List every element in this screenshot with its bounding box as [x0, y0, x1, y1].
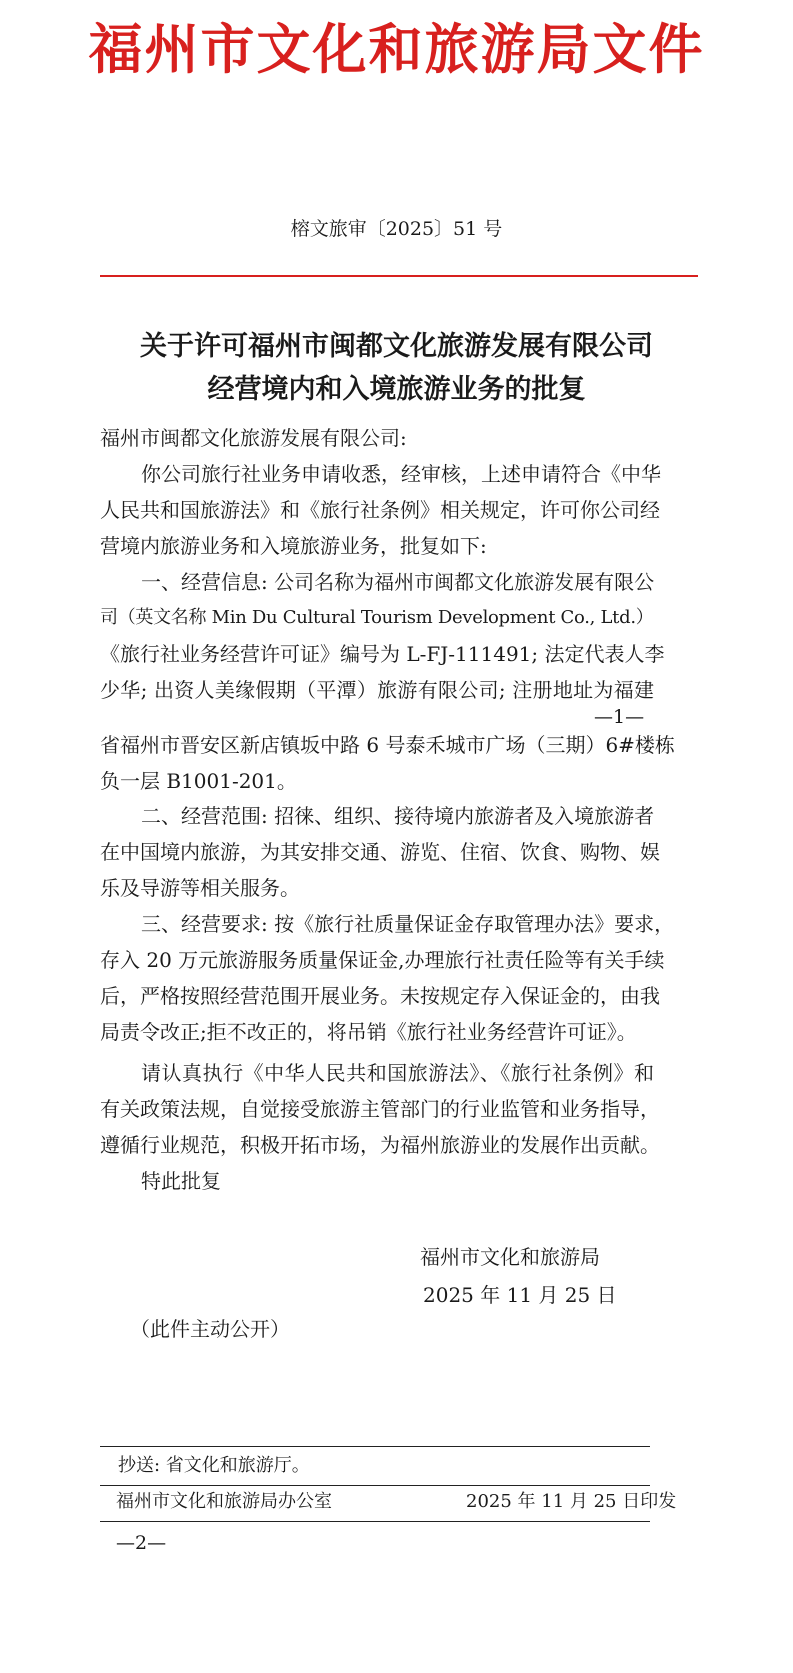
footer-bottom-rule: [100, 1521, 650, 1522]
issuing-office: 福州市文化和旅游局办公室: [116, 1491, 332, 1512]
footer-middle-rule: [100, 1485, 650, 1486]
print-date: 2025 年 11 月 25 日印发: [466, 1491, 677, 1512]
footer-top-rule: [100, 1446, 650, 1447]
document-title-line-2: 经营境内和入境旅游业务的批复: [207, 374, 586, 405]
body-line: 三、经营要求: 按《旅行社质量保证金存取管理办法》要求，: [141, 912, 675, 936]
body-line: 一、经营信息: 公司名称为福州市闽都文化旅游发展有限公: [141, 570, 655, 594]
page-number-1: —1—: [594, 706, 645, 728]
body-line: 有关政策法规，自觉接受旅游主管部门的行业监管和业务指导，: [100, 1097, 660, 1121]
signature-date: 2025 年 11 月 25 日: [423, 1283, 617, 1307]
signature-organization: 福州市文化和旅游局: [420, 1245, 600, 1269]
body-line: 营境内旅游业务和入境旅游业务，批复如下:: [100, 534, 487, 558]
body-line: 司（英文名称 Min Du Cultural Tourism Development Co., Ltd.）: [100, 607, 654, 628]
closing-phrase: 特此批复: [141, 1169, 221, 1193]
body-line: 在中国境内旅游，为其安排交通、游览、住宿、饮食、购物、娱: [100, 840, 660, 864]
body-line: 后，严格按照经营范围开展业务。未按规定存入保证金的，由我: [100, 984, 660, 1008]
body-line: 遵循行业规范，积极开拓市场，为福州旅游业的发展作出贡献。: [100, 1133, 660, 1157]
body-line: 请认真执行《中华人民共和国旅游法》、《旅行社条例》和: [141, 1061, 654, 1085]
body-line: 负一层 B1001-201。: [100, 769, 297, 793]
issuer-header-title: 福州市文化和旅游局文件: [88, 17, 705, 81]
body-line: 你公司旅行社业务申请收悉，经审核，上述申请符合《中华: [141, 462, 661, 486]
body-line: 省福州市晋安区新店镇坂中路 6 号泰禾城市广场（三期）6#楼栋: [100, 733, 675, 757]
cc-recipient: 抄送: 省文化和旅游厅。: [118, 1455, 310, 1476]
red-separator-line: [100, 275, 698, 277]
body-line: 存入 20 万元旅游服务质量保证金,办理旅行社责任险等有关手续: [100, 948, 665, 972]
body-line: 《旅行社业务经营许可证》编号为 L-FJ-111491; 法定代表人李: [100, 642, 665, 666]
document-number: 榕文旅审〔2025〕51 号: [290, 218, 503, 240]
body-line: 局责令改正;拒不改正的，将吊销《旅行社业务经营许可证》。: [100, 1020, 637, 1044]
disclosure-note: （此件主动公开）: [130, 1317, 290, 1341]
addressee: 福州市闽都文化旅游发展有限公司:: [100, 426, 407, 450]
body-line: 二、经营范围: 招徕、组织、接待境内旅游者及入境旅游者: [141, 804, 655, 828]
page-number-2: —2—: [116, 1532, 167, 1554]
document-title-line-1: 关于许可福州市闽都文化旅游发展有限公司: [140, 331, 653, 362]
body-line: 乐及导游等相关服务。: [100, 876, 300, 900]
body-line: 人民共和国旅游法》和《旅行社条例》相关规定，许可你公司经: [100, 498, 660, 522]
body-line: 少华; 出资人美缘假期（平潭）旅游有限公司; 注册地址为福建: [100, 678, 654, 702]
